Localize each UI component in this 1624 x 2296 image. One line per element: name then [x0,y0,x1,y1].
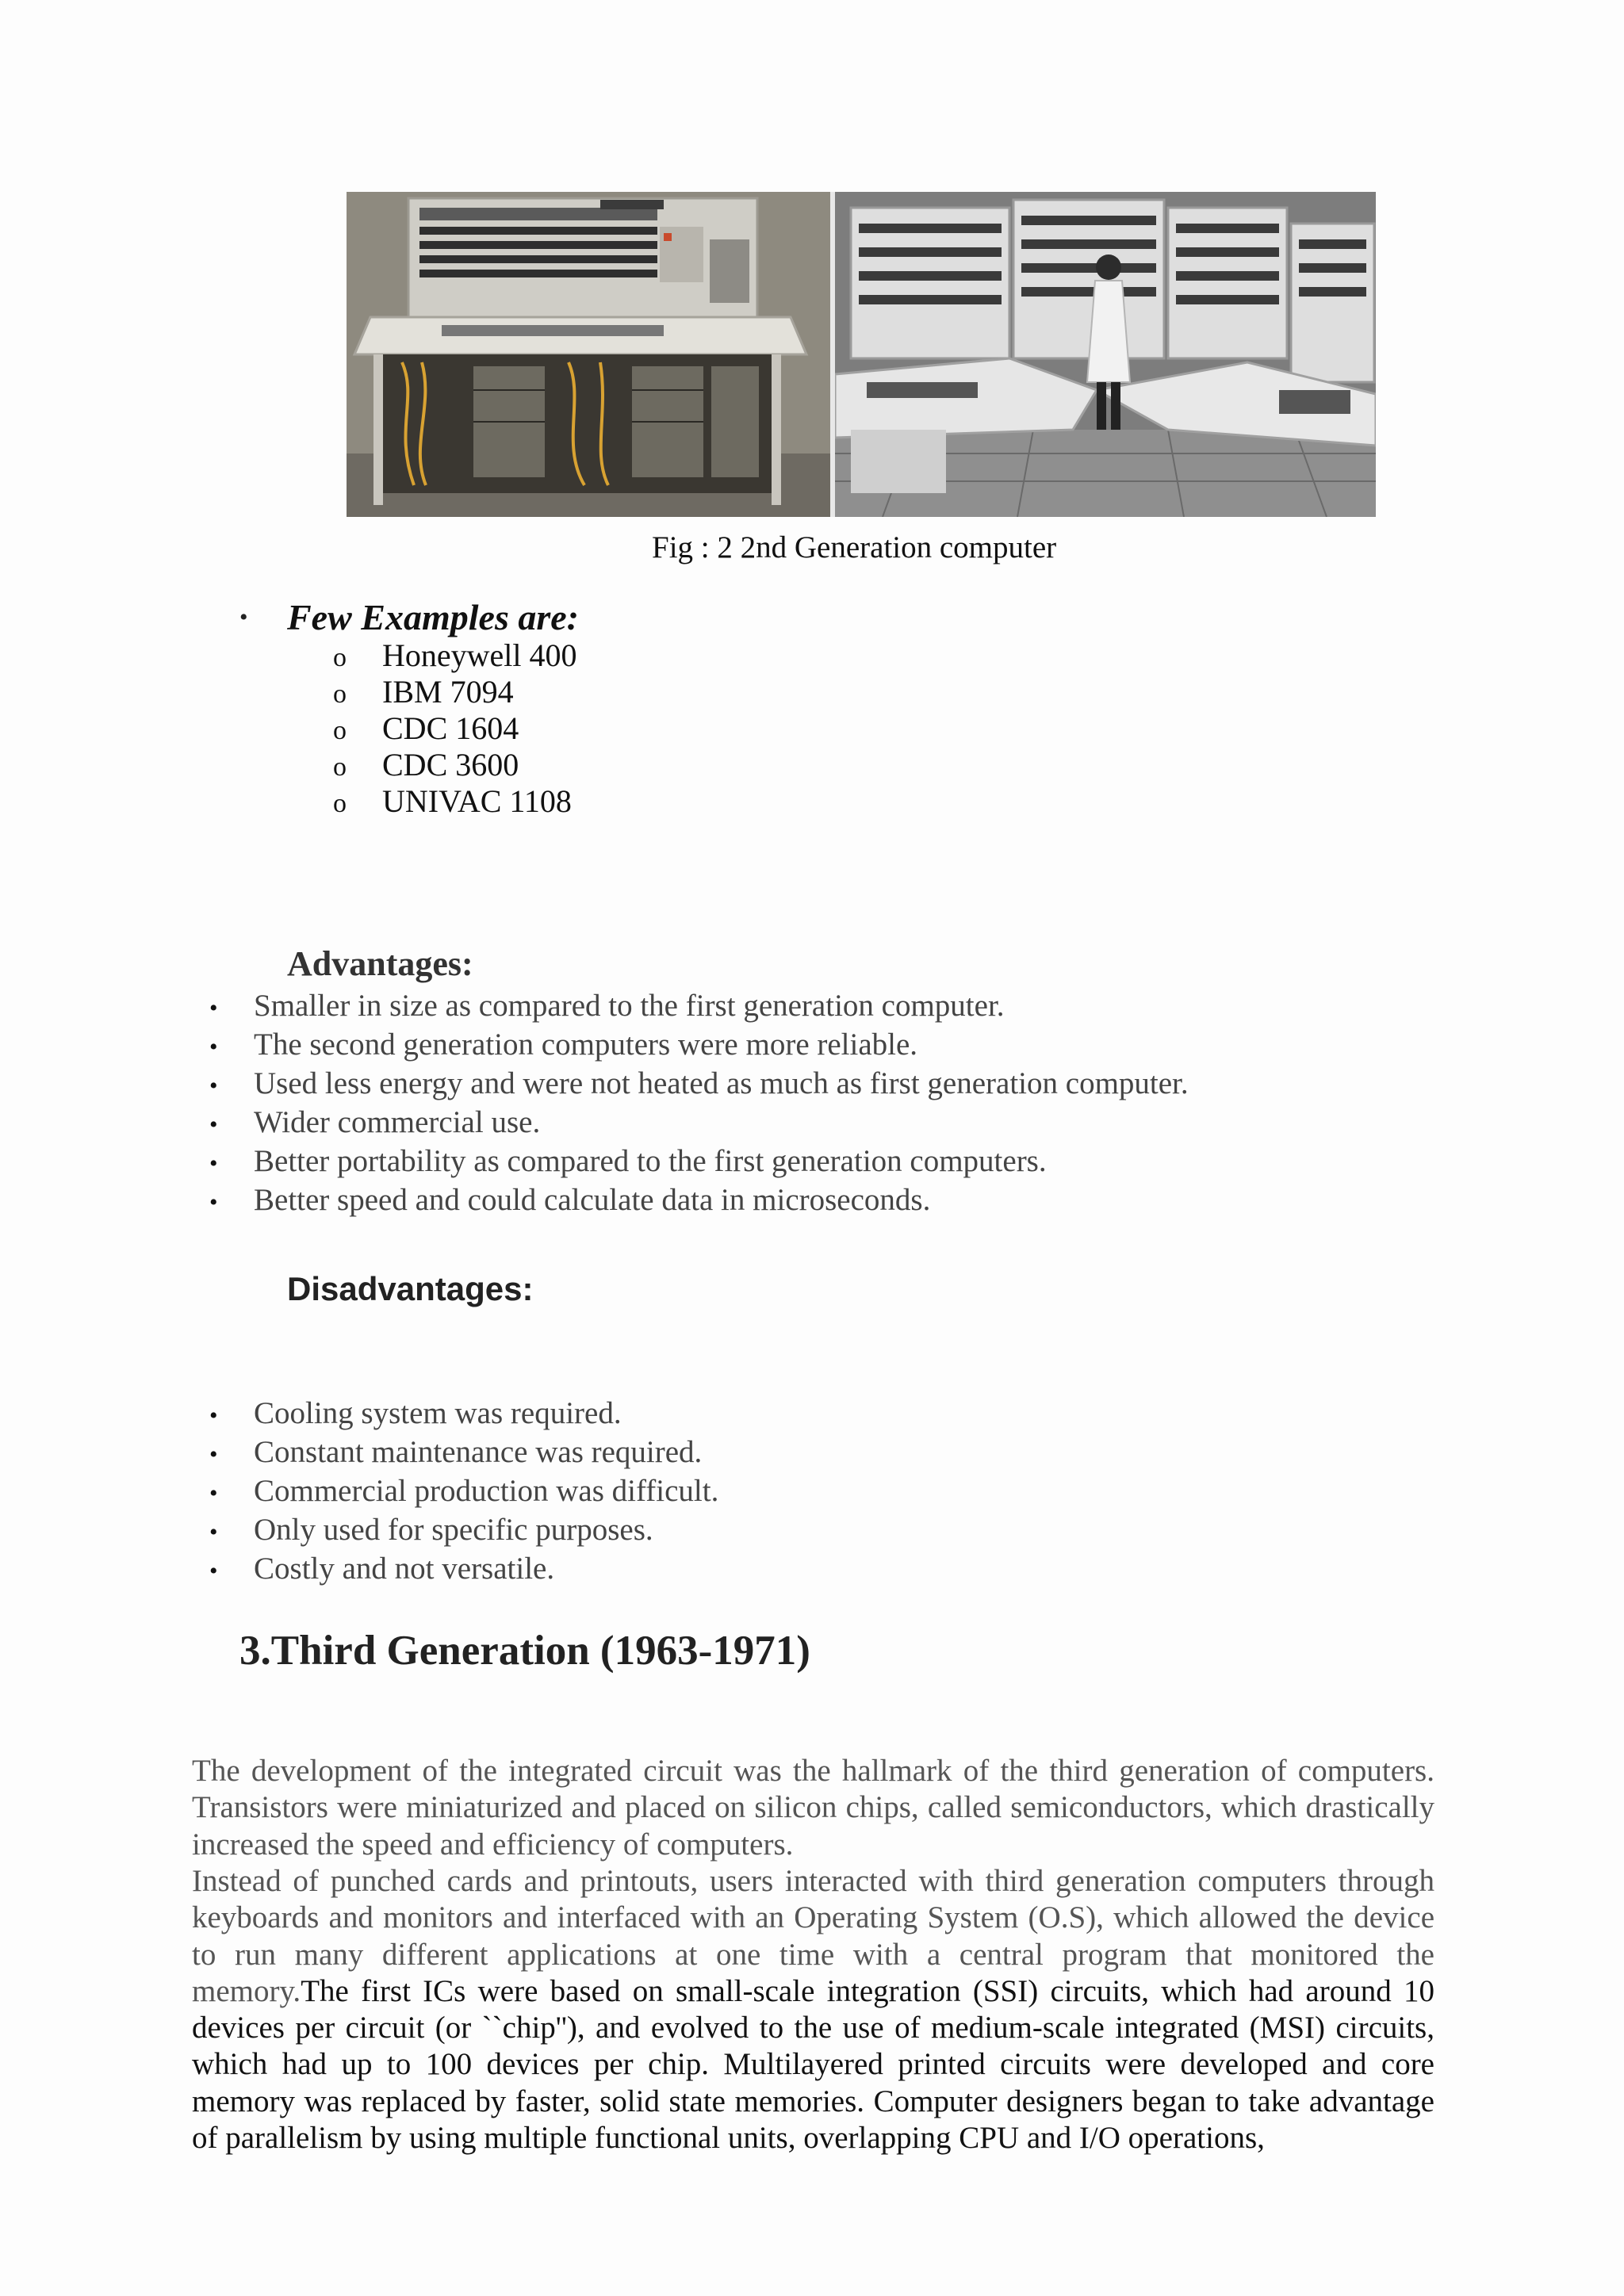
examples-list [333,637,577,820]
list-item: • Smaller in size as compared to the first generation computer. [205,986,1189,1025]
bullet-icon: • [209,1402,218,1429]
list-item: o CDC 1604 [333,710,577,747]
bullet-icon: • [209,1150,218,1177]
bullet-icon: • [209,1558,218,1584]
list-item: o CDC 3600 [333,747,577,783]
advantages-list [205,986,1189,1219]
paragraph-ic-text: The first ICs were based on small-scale integration (SSI) circuits, which had around 10 devices per circuit (or ``chip''), and evolved to the use of medium-scale integrated (MSI) circuits, which had up to 100 devices per chip. Multilayered printed circuits were developed and core memory was replaced by faster, solid state memories. Computer designers began to take advantage of parallelism by using multiple functional units, overlapping CPU and I/O operations, [192,1973,1434,2156]
list-item: • Commercial production was difficult. [205,1471,718,1510]
list-item: o UNIVAC 1108 [333,783,577,820]
console-computer-illustration [347,192,830,517]
list-item: • Constant maintenance was required. [205,1433,718,1471]
bullet-icon: • [209,1480,218,1506]
list-item: o IBM 7094 [333,674,577,710]
bullet-icon: • [209,1519,218,1545]
bullet-icon: • [239,604,248,630]
circle-bullet-icon: o [333,789,347,818]
operator-mainframe-photo [835,192,1376,517]
figure-images [347,192,1376,517]
list-item: • Used less energy and were not heated as much as first generation computer. [205,1064,1189,1103]
examples-heading: Few Examples are: [287,597,579,637]
list-item: • Wider commercial use. [205,1103,1189,1142]
paragraph-operating-system [192,1863,1434,2156]
list-item: • Better portability as compared to the first generation computers. [205,1142,1189,1181]
list-item: • Costly and not versatile. [205,1549,718,1588]
bullet-icon: • [209,1441,218,1468]
bullet-icon: • [209,1112,218,1138]
disadvantages-list [205,1394,718,1588]
circle-bullet-icon: o [333,716,347,745]
circle-bullet-icon: o [333,679,347,709]
disadvantages-heading: Disadvantages: [287,1270,534,1307]
operator-mainframe-illustration [835,192,1376,517]
circle-bullet-icon: o [333,752,347,782]
bullet-icon: • [209,1073,218,1099]
paragraph-os-text: Instead of punched cards and printouts, users interacted with third generation computers through keyboards and monitors and interfaced with an Operating System (O.S), which allowed the device to run many different applications at one time with a central program that monitored the memory. [192,1864,1434,2008]
list-item: o Honeywell 400 [333,637,577,674]
console-computer-photo [347,192,830,517]
list-item: • The second generation computers were more reliable. [205,1025,1189,1064]
list-item: • Better speed and could calculate data in microseconds. [205,1181,1189,1219]
bullet-icon: • [209,1034,218,1060]
bullet-icon: • [209,995,218,1021]
advantages-heading: Advantages: [287,944,473,983]
list-item: • Cooling system was required. [205,1394,718,1433]
section-heading-third-generation: 3.Third Generation (1963-1971) [239,1628,810,1674]
bullet-icon: • [209,1189,218,1215]
paragraph-integrated-circuit: The development of the integrated circuit was the hallmark of the third generation of computers. Transistors were miniaturized and placed on silicon chips, called semiconductors, which drastically increased the speed and efficiency of computers. [192,1754,1434,1862]
circle-bullet-icon: o [333,643,347,672]
figure-caption: Fig : 2 2nd Generation computer [652,530,1057,564]
list-item: • Only used for specific purposes. [205,1510,718,1549]
